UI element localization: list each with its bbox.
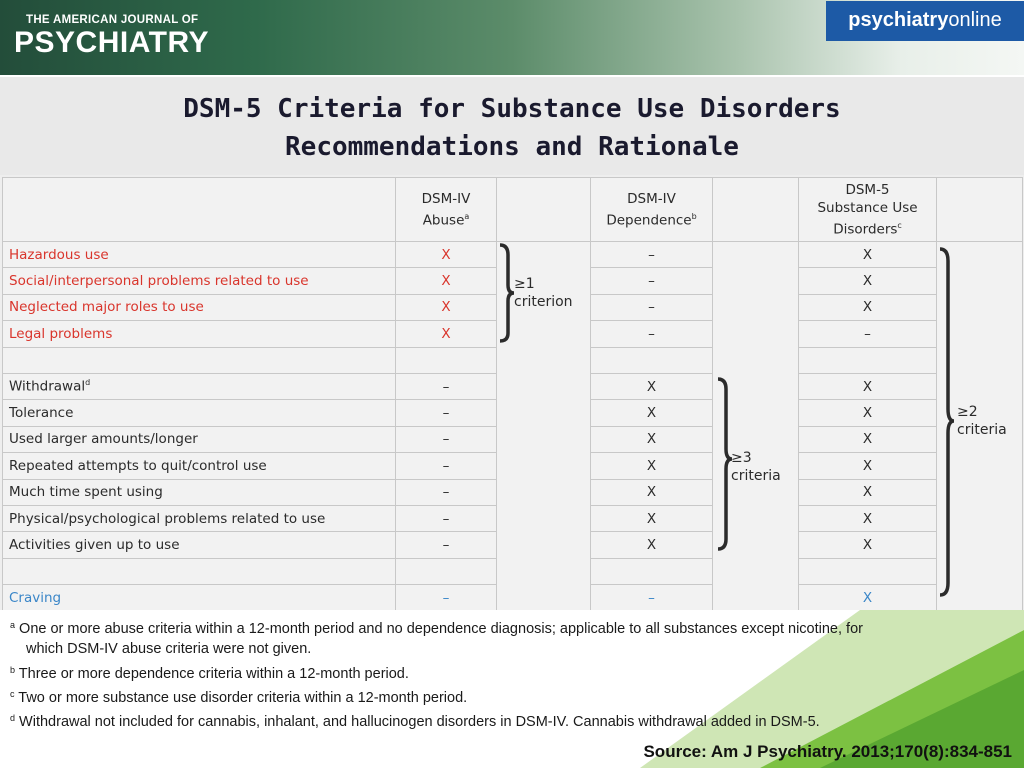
criterion-label bbox=[3, 400, 396, 426]
abuse-cell bbox=[396, 585, 497, 611]
source-citation: Source: Am J Psychiatry. 2013;170(8):834-851 bbox=[643, 742, 1012, 761]
dependence-cell-text: X bbox=[646, 484, 657, 501]
footnote-a-text: One or more abuse criteria within a 12-month period and no dependence diagnosis; applicable to all substances except nicotine, for bbox=[19, 621, 863, 637]
dependence-cell bbox=[591, 347, 713, 373]
dsm5-header-text: Disorders bbox=[833, 221, 898, 238]
dsm5-cell bbox=[799, 242, 937, 268]
dependence-cell bbox=[591, 242, 713, 268]
criterion-label bbox=[3, 268, 396, 294]
abuse-header-sup: a bbox=[464, 211, 470, 221]
dependence-cell-text: X bbox=[646, 431, 657, 448]
footnote-c-text: Two or more substance use disorder criteria within a 12-month period. bbox=[18, 690, 468, 706]
abuse-cell bbox=[396, 242, 497, 268]
footnote-c-marker: c bbox=[10, 689, 15, 699]
abuse-brace-header bbox=[497, 178, 591, 242]
dsm5-cell bbox=[799, 400, 937, 426]
footnote-b-marker: b bbox=[10, 665, 16, 675]
dsm4-abuse-header bbox=[396, 178, 497, 242]
criterion-label-text: Repeated attempts to quit/control use bbox=[9, 457, 267, 474]
dependence-cell-text: X bbox=[646, 510, 657, 527]
dsm5-cell-text: X bbox=[862, 510, 873, 527]
abuse-threshold-label bbox=[514, 275, 573, 311]
criterion-label bbox=[3, 426, 396, 452]
dependence-cell-text: – bbox=[648, 299, 655, 316]
footnote-a-continuation: which DSM-IV abuse criteria were not given. bbox=[26, 641, 312, 657]
slide-title bbox=[0, 90, 1024, 166]
dsm5-cell bbox=[799, 426, 937, 452]
criterion-label bbox=[3, 453, 396, 479]
abuse-cell-text: – bbox=[442, 484, 450, 501]
dependence-cell-text: – bbox=[648, 246, 655, 263]
abuse-cell bbox=[396, 532, 497, 558]
abuse-header-text: Abuse bbox=[422, 212, 465, 229]
footnote-d bbox=[10, 708, 1015, 732]
dsm5-cell bbox=[799, 347, 937, 373]
criterion-label-text: Physical/psychological problems related to use bbox=[9, 510, 326, 527]
title-line-1: DSM-5 Criteria for Substance Use Disorders bbox=[183, 94, 841, 124]
abuse-cell bbox=[396, 268, 497, 294]
dsm5-cell-text: X bbox=[862, 536, 873, 553]
dependence-cell bbox=[591, 532, 713, 558]
criterion-label-sup: d bbox=[85, 378, 91, 388]
criterion-label-text: Activities given up to use bbox=[9, 536, 180, 553]
dependence-cell bbox=[591, 426, 713, 452]
abuse-cell-text: – bbox=[442, 378, 450, 395]
footnote-a-marker: a bbox=[10, 620, 16, 630]
logo-light-text: online bbox=[948, 9, 1002, 31]
dsm5-cell bbox=[799, 558, 937, 584]
dsm5-header-sup: c bbox=[897, 220, 902, 230]
dsm5-cell-text: X bbox=[862, 457, 873, 474]
abuse-cell-text: – bbox=[442, 589, 450, 606]
dependence-cell bbox=[591, 268, 713, 294]
abuse-cell bbox=[396, 400, 497, 426]
criterion-label-text: Withdrawal bbox=[9, 378, 86, 395]
abuse-cell-text: – bbox=[442, 405, 450, 422]
abuse-header-line1: DSM-IV bbox=[421, 190, 471, 207]
footnote-c bbox=[10, 684, 1015, 708]
dependence-cell-text: X bbox=[646, 378, 657, 395]
dependence-cell-text: – bbox=[648, 589, 655, 606]
dependence-group-cell bbox=[713, 242, 799, 611]
dsm5-cell-text: X bbox=[862, 273, 873, 290]
journal-name-small: THE AMERICAN JOURNAL OF bbox=[26, 14, 199, 26]
dsm4-dependence-header bbox=[591, 178, 713, 242]
dependence-header-line1: DSM-IV bbox=[627, 190, 676, 207]
dsm5-cell bbox=[799, 532, 937, 558]
dsm5-brace-header bbox=[937, 178, 1023, 242]
criterion-label bbox=[3, 347, 396, 373]
abuse-cell-text: – bbox=[442, 457, 450, 474]
criteria-table bbox=[2, 177, 1023, 611]
dsm5-header bbox=[799, 178, 937, 242]
dsm5-threshold-value: ≥2 bbox=[957, 404, 978, 420]
footnote-b-text: Three or more dependence criteria within a 12-month period. bbox=[18, 666, 409, 682]
dependence-header-sup: b bbox=[691, 211, 697, 221]
dsm5-cell bbox=[799, 321, 937, 347]
abuse-cell-text: X bbox=[441, 246, 451, 263]
criterion-label-text: Neglected major roles to use bbox=[9, 299, 204, 316]
dsm5-cell bbox=[799, 373, 937, 399]
dependence-cell bbox=[591, 505, 713, 531]
abuse-cell bbox=[396, 294, 497, 320]
criterion-label bbox=[3, 242, 396, 268]
criterion-label bbox=[3, 479, 396, 505]
dsm5-threshold-label bbox=[957, 403, 1007, 439]
dsm5-cell-text: X bbox=[862, 246, 873, 263]
dsm5-cell-text: X bbox=[862, 405, 873, 422]
footnote-d-text: Withdrawal not included for cannabis, inhalant, and hallucinogen disorders in DSM-IV. Cannabis withdrawal added in DSM-5. bbox=[19, 714, 820, 730]
dependence-header-text: Dependence bbox=[606, 212, 692, 229]
dsm5-threshold-unit: criteria bbox=[957, 422, 1007, 438]
criterion-label-text: Legal problems bbox=[9, 325, 113, 342]
footnote-d-marker: d bbox=[10, 713, 16, 723]
abuse-cell bbox=[396, 479, 497, 505]
abuse-cell bbox=[396, 505, 497, 531]
dependence-threshold-label bbox=[731, 449, 781, 485]
criterion-label bbox=[3, 532, 396, 558]
criterion-label bbox=[3, 585, 396, 611]
dependence-cell-text: – bbox=[648, 325, 655, 342]
abuse-cell-text: – bbox=[442, 510, 450, 527]
title-line-2: Recommendations and Rationale bbox=[285, 132, 739, 162]
dsm5-header-line1: DSM-5 bbox=[845, 181, 890, 198]
dependence-cell-text: – bbox=[648, 273, 655, 290]
criterion-label-text: Craving bbox=[9, 589, 62, 606]
dependence-cell bbox=[591, 558, 713, 584]
dsm5-cell-text: X bbox=[862, 589, 873, 606]
dependence-cell-text: X bbox=[646, 405, 657, 422]
criterion-label-text: Used larger amounts/longer bbox=[9, 431, 198, 448]
journal-name-big: PSYCHIATRY bbox=[14, 26, 210, 59]
abuse-header-line2 bbox=[396, 208, 496, 230]
table-row bbox=[3, 242, 1023, 268]
logo-bold-text: psychiatry bbox=[848, 9, 949, 31]
abuse-threshold-unit: criterion bbox=[514, 294, 573, 310]
abuse-cell bbox=[396, 347, 497, 373]
dependence-cell bbox=[591, 453, 713, 479]
dsm5-cell-text: – bbox=[864, 325, 871, 342]
dependence-cell bbox=[591, 294, 713, 320]
abuse-cell-text: X bbox=[441, 325, 451, 342]
criterion-label-text: Social/interpersonal problems related to use bbox=[9, 273, 309, 290]
dsm5-header-line2: Substance Use bbox=[817, 199, 918, 216]
dsm5-cell-text: X bbox=[862, 299, 873, 316]
dependence-threshold-unit: criteria bbox=[731, 468, 781, 484]
dsm5-cell bbox=[799, 453, 937, 479]
abuse-cell bbox=[396, 453, 497, 479]
dependence-cell bbox=[591, 585, 713, 611]
abuse-cell-text: – bbox=[442, 536, 450, 553]
criteria-table-area bbox=[0, 175, 1024, 610]
journal-banner bbox=[0, 0, 1024, 77]
abuse-cell bbox=[396, 373, 497, 399]
criterion-label bbox=[3, 505, 396, 531]
psychiatryonline-logo[interactable] bbox=[826, 1, 1024, 41]
dsm5-cell-text: X bbox=[862, 378, 873, 395]
dsm5-header-line3 bbox=[799, 217, 936, 239]
dependence-brace-header bbox=[713, 178, 799, 242]
criterion-label bbox=[3, 321, 396, 347]
criterion-label-text: Much time spent using bbox=[9, 484, 163, 501]
abuse-cell bbox=[396, 558, 497, 584]
abuse-threshold-value: ≥1 bbox=[514, 276, 535, 292]
criterion-label bbox=[3, 373, 396, 399]
abuse-cell-text: – bbox=[442, 431, 450, 448]
footnote-a bbox=[10, 615, 1015, 659]
criterion-label bbox=[3, 558, 396, 584]
dsm5-cell bbox=[799, 585, 937, 611]
criterion-column-header bbox=[3, 178, 396, 242]
criterion-label-text: Tolerance bbox=[9, 405, 74, 422]
dsm5-cell bbox=[799, 294, 937, 320]
dependence-cell bbox=[591, 400, 713, 426]
dependence-cell-text: X bbox=[646, 536, 657, 553]
dsm5-cell-text: X bbox=[862, 431, 873, 448]
criterion-label-text: Hazardous use bbox=[9, 246, 109, 263]
abuse-cell-text: X bbox=[441, 273, 451, 290]
dependence-threshold-value: ≥3 bbox=[731, 450, 752, 466]
dependence-header-line2 bbox=[591, 208, 712, 230]
dependence-cell bbox=[591, 479, 713, 505]
abuse-cell-text: X bbox=[441, 299, 451, 316]
abuse-cell bbox=[396, 426, 497, 452]
dsm5-cell bbox=[799, 268, 937, 294]
dsm5-cell bbox=[799, 505, 937, 531]
criterion-label bbox=[3, 294, 396, 320]
dependence-cell-text: X bbox=[646, 457, 657, 474]
abuse-cell bbox=[396, 321, 497, 347]
dsm5-cell-text: X bbox=[862, 484, 873, 501]
dsm5-cell bbox=[799, 479, 937, 505]
dependence-cell bbox=[591, 321, 713, 347]
dependence-cell bbox=[591, 373, 713, 399]
footnote-b bbox=[10, 660, 1015, 684]
